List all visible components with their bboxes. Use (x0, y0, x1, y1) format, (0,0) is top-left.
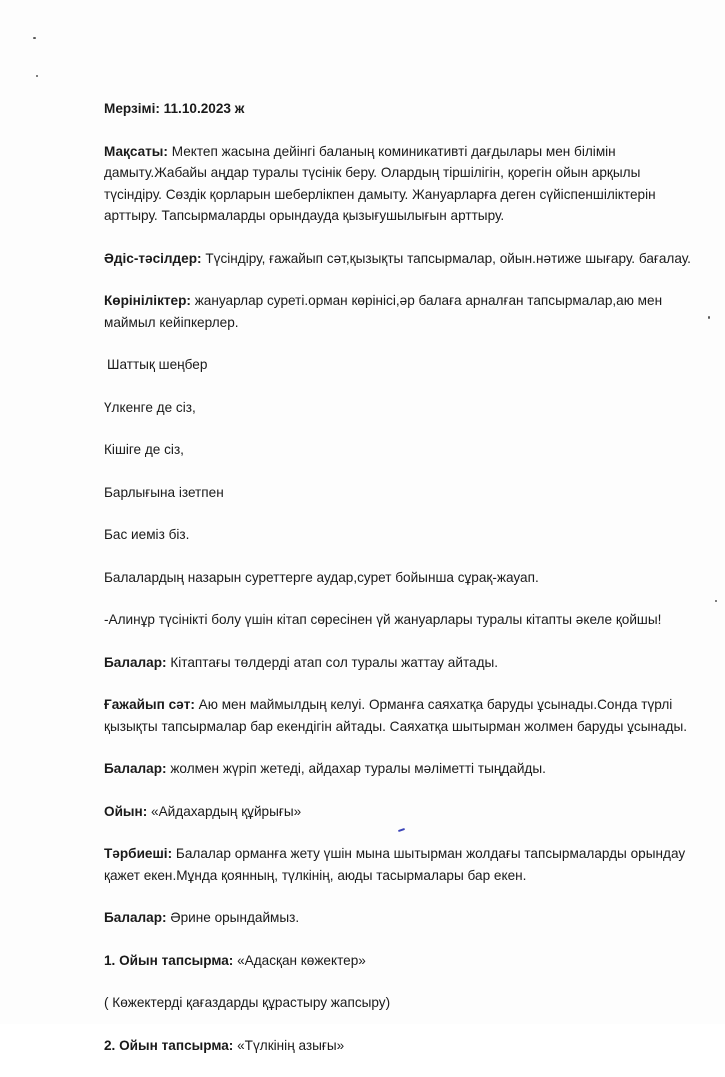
section-text: Әрине орындаймыз. (166, 910, 300, 925)
date-line: Мерзімі: 11.10.2023 ж (104, 101, 245, 116)
task-note: ( Көжектерді қағаздарды құрастыру жапсыру) (104, 995, 391, 1010)
game-task-2 (104, 1035, 694, 1057)
section-label: 2. Ойын тапсырма: (104, 1037, 234, 1053)
section-text: Аю мен маймылдың келуі. Орманға саяхатқа баруды ұсынады.Сонда түрлі қызықты тапсырмалар бар екендігін айтады. Саяхатқа шытырман жолмен баруды ұсынады. (104, 697, 688, 734)
section-label: Мақсаты: (104, 143, 168, 159)
poem-line: Бас иеміз біз. (104, 527, 190, 542)
section-label: 1. Ойын тапсырма: (104, 952, 234, 968)
instruction-line: Балалардың назарын суреттерге аудар,сурет бойынша сұрақ-жауап. (104, 569, 539, 585)
section-text: Кітаптағы төлдерді атап сол туралы жаттау айтады. (166, 654, 499, 670)
document-body (104, 98, 694, 1077)
section-label: Балалар: (104, 761, 167, 776)
children-paragraph (104, 758, 694, 780)
scan-speck (33, 37, 36, 39)
teacher-paragraph (104, 843, 694, 886)
section-text: жолмен жүріп жетеді, айдахар туралы мәліметті тыңдайды. (166, 761, 546, 776)
scan-speck (715, 600, 717, 602)
visuals-paragraph (104, 290, 694, 333)
section-label: Әдіс-тәсілдер: (104, 250, 202, 266)
section-label: Тәрбиеші: (104, 846, 173, 861)
instruction-line: -Алинұр түсінікті болу үшін кітап сөресінен үй жануарлары туралы кітапты әкеле қойшы! (104, 612, 662, 627)
magic-moment-paragraph (104, 694, 694, 737)
scan-speck (36, 75, 38, 77)
section-label: Ғажайып сәт: (104, 697, 195, 712)
poem-line: Барлығына ізетпен (104, 484, 224, 500)
poem-line: Үлкенге де сіз, (104, 399, 196, 415)
goal-paragraph (104, 141, 694, 227)
children-paragraph (104, 907, 694, 929)
section-text: «Түлкінің азығы» (233, 1037, 345, 1053)
section-text: Балалар орманға жету үшін мына шытырман жолдағы тапсырмаларды орындау қажет екен.Мұнда қоянның, түлкінің, аюды тасырмалары бар екен. (104, 846, 686, 883)
methods-paragraph (104, 248, 694, 270)
section-text: «Адасқан көжектер» (233, 952, 366, 968)
poem-title: Шаттық шеңбер (107, 357, 208, 372)
section-text: жануарлар суреті.орман көрінісі,әр балаға арналған тапсырмалар,аю мен маймыл кейіпкерлер. (104, 293, 663, 330)
section-text: «Айдахардың құйрығы» (147, 803, 302, 819)
section-text: Мектеп жасына дейінгі баланың коминикативті дағдылары мен білімін дамыту.Жабайы аңдар туралы түсінік беру. Олардың тіршілігін, қорегін ойын арқылы түсіндіру. Сөздік қорларын шеберлікпен дамыту. Жануарларға деген сүйіспеншіліктерін арттыру. Тапсырмаларды орындауда қызығушылығын арттыру. (104, 143, 656, 223)
game-paragraph (104, 801, 694, 823)
children-paragraph (104, 652, 694, 674)
section-text: Түсіндіру, ғажайып сәт,қызықты тапсырмалар, ойын.нәтиже шығару. бағалау. (201, 250, 691, 266)
poem-line: Кішіге де сіз, (104, 442, 184, 457)
section-label: Балалар: (104, 654, 167, 670)
section-label: Көрініліктер: (104, 293, 191, 308)
section-label: Балалар: (104, 910, 167, 925)
game-task-1 (104, 950, 694, 972)
section-label: Ойын: (104, 803, 148, 819)
scan-speck (708, 316, 710, 319)
